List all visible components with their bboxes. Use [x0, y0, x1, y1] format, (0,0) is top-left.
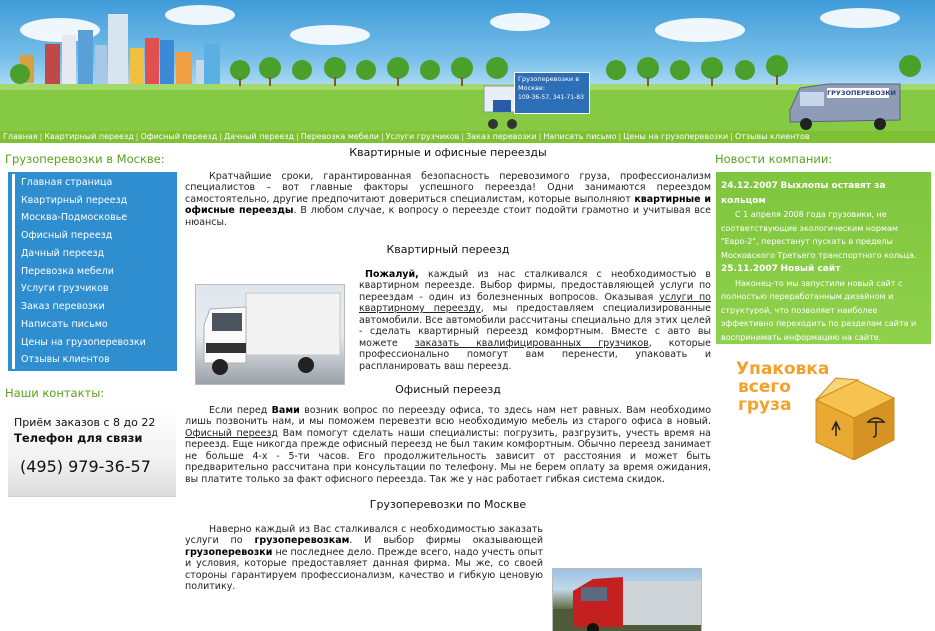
section-apartment-title: Квартирный переезд	[386, 243, 510, 256]
news-item	[721, 262, 926, 344]
city-illustration	[0, 0, 935, 131]
news-text: Наконец-то мы запустили новый сайт с полностью переработанным дизайном и структурой, что позволяет наиболее эффективно переходить по разделам сайта и воспринимать информацию на сайте.	[721, 278, 917, 342]
left-heading: Грузоперевозки в Москве:	[5, 152, 165, 166]
contacts-hours: Приём заказов с 8 до 22	[14, 416, 156, 429]
topnav-order[interactable]: Заказ перевозки	[466, 132, 537, 141]
menu-item-prices[interactable]: Цены на грузоперевозки	[12, 334, 177, 352]
news-title-link[interactable]: Выхлопы оставят за кольцом	[721, 181, 886, 206]
topnav-movers[interactable]: Услуги грузчиков	[385, 132, 460, 141]
top-nav: Главная | Квартирный переезд | Офисный переезд | Дачный переезд | Перевозка мебели | Услуги грузчиков | Заказ перевозки | Написать письмо | Цены на грузоперевозки | Отзывы клиентов	[0, 131, 935, 143]
contacts-phone: (495) 979-36-57	[20, 457, 151, 476]
news-heading: Новости компании:	[715, 152, 833, 166]
header-phone-bubble	[514, 72, 590, 114]
contacts-phone-label: Телефон для связи	[14, 431, 143, 445]
news-text: С 1 апреля 2008 года грузовики, не соответствующие экологическим нормам "Евро-2", перестанут пускать в пределы Московского Третьего транспортного кольца.	[721, 210, 917, 260]
topnav-write[interactable]: Написать письмо	[543, 132, 617, 141]
topnav-office[interactable]: Офисный переезд	[140, 132, 218, 141]
van-label: ГРУЗОПЕРЕВОЗКИ	[827, 89, 896, 97]
menu-item-office[interactable]: Офисный переезд	[12, 227, 177, 245]
news-title-link[interactable]: Новый сайт	[780, 264, 841, 274]
contacts-box	[8, 407, 176, 497]
intro-paragraph: Кратчайшие сроки, гарантированная безопасность перевозимого груза, профессионализм специалистов – вот главные факторы успешного переезда! Одни занимаются переездом самостоятельно, другие предпочитают довериться специалистам, которые выполняют квартирные и офисные переезды. В любом случае, к вопросу о переезде стоит подойти грамотно и учитывая все нюансы.	[185, 170, 711, 228]
menu-item-write[interactable]: Написать письмо	[12, 316, 177, 334]
news-item	[721, 179, 926, 262]
topnav-reviews[interactable]: Отзывы клиентов	[734, 132, 810, 141]
link-order-movers[interactable]: заказать квалифицированных грузчиков	[414, 337, 649, 349]
menu-item-reviews[interactable]: Отзывы клиентов	[12, 351, 177, 369]
main-content	[185, 147, 711, 593]
left-menu	[8, 172, 177, 371]
topnav-apartment[interactable]: Квартирный переезд	[44, 132, 134, 141]
truck-photo	[195, 284, 345, 385]
header-banner	[0, 0, 935, 131]
red-truck-photo	[552, 568, 702, 631]
bubble-phones: 109-36-57, 341-71-83	[518, 94, 584, 101]
menu-item-home[interactable]: Главная страница	[12, 174, 177, 192]
menu-item-dacha[interactable]: Дачный переезд	[12, 245, 177, 263]
packing-text: Упаковка всего груза	[736, 359, 830, 415]
topnav-home[interactable]: Главная	[3, 132, 38, 141]
topnav-prices[interactable]: Цены на грузоперевозки	[623, 132, 729, 141]
section-office-title: Офисный переезд	[395, 383, 501, 396]
topnav-furniture[interactable]: Перевозка мебели	[300, 132, 379, 141]
menu-item-movers[interactable]: Услуги грузчиков	[12, 280, 177, 298]
section-moscow-title: Грузоперевозки по Москве	[369, 498, 527, 511]
menu-item-apartment[interactable]: Квартирный переезд	[12, 192, 177, 210]
section-moscow-text: Наверно каждый из Вас сталкивался с необходимостью заказать услуги по грузоперевозкам. И выбор фирмы оказывающей грузоперевозки не последнее дело. Прежде всего, надо учесть опыт и условия, которые предоставляет данная фирма. Мы же, со своей стороны гарантируем профессионализм, качество и гибкую ценовую политику.	[185, 523, 543, 592]
topnav-dacha[interactable]: Дачный переезд	[224, 132, 295, 141]
news-date: 24.12.2007	[721, 181, 778, 191]
link-apartment-services[interactable]: услуги по квартирному переезду	[359, 291, 711, 314]
page-title: Квартирные и офисные переезды	[349, 146, 547, 159]
menu-item-furniture[interactable]: Перевозка мебели	[12, 263, 177, 281]
section-office-text: Если перед Вами возник вопрос по переезду офиса, то здесь нам нет равных. Вам необходимо лишь позвонить нам, и мы поможем перевезти всю необходимую мебель из старого офиса в новый. Офисный переезд Вам помогут сделать наши специалисты: погрузить, разгрузить, учесть время на переезд. Еще никогда прежде офисный переезд не был таким комфортным. Обычно переезд занимает не больше 4-х - 5-ти часов. Его продолжительность зависит от расстояния и может быть предварительно рассчитана при консультации по телефону. Мы не берем оплату за время ожидания, вы платите только за факт офисного переезда. Так же у нас работает гибкая система скидок.	[185, 404, 712, 485]
menu-item-order[interactable]: Заказ перевозки	[12, 298, 177, 316]
section-apartment-text: Пожалуй, каждый из нас сталкивался с необходимостью в квартирном переезде. Выбор фирмы, предоставляющей услуги по переездам - один из болезненных вопросов. Оказывая услуги по квартирному переезду, мы предоставляем специализированные автомобили. Все автомобили рассчитаны специально для этих целей - сделать квартирный переезд комфортным. Вместе с авто вы можете заказать квалифицированных грузчиков, которые профессионально помогут вам перенести, упаковать и распланировать ваш переезд.	[359, 268, 712, 372]
link-office-move[interactable]: Офисный переезд	[185, 427, 278, 439]
contacts-heading: Наши контакты:	[5, 386, 105, 400]
menu-item-moscow-region[interactable]: Москва-Подмосковье	[12, 209, 177, 227]
bubble-title: Грузоперевозки в Москве:	[518, 75, 580, 92]
packing-banner[interactable]	[736, 360, 896, 460]
news-date: 25.11.2007	[721, 264, 778, 274]
news-box	[716, 172, 931, 344]
